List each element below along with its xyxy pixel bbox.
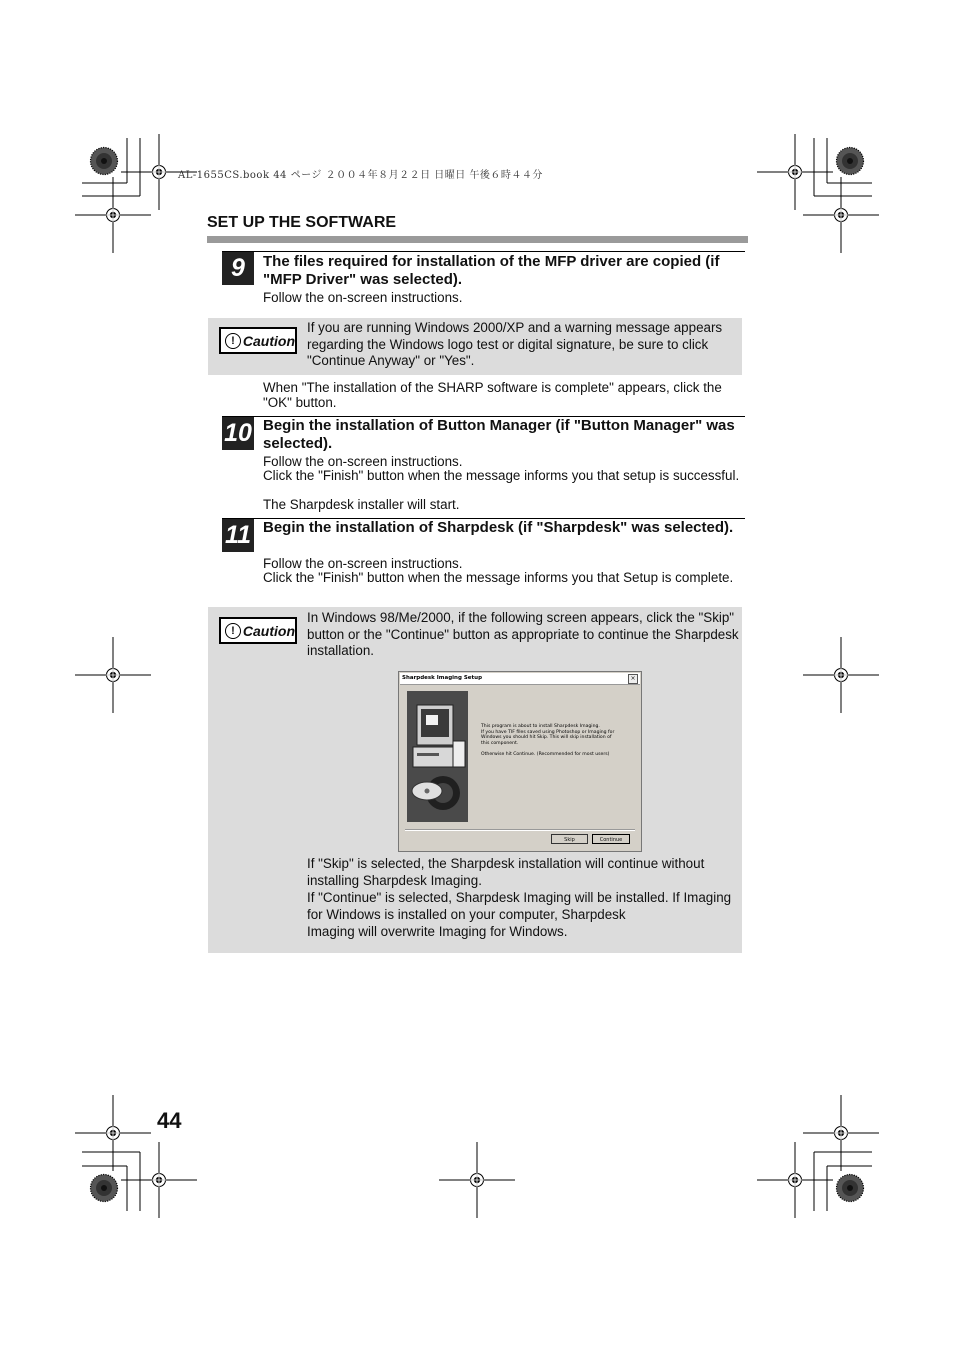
caution-badge bbox=[219, 617, 297, 644]
caution-badge bbox=[219, 327, 297, 354]
crosshair-mark bbox=[803, 637, 879, 713]
caution-label: Caution bbox=[242, 332, 295, 349]
continue-button[interactable]: Continue bbox=[592, 834, 630, 844]
section-rule bbox=[207, 236, 748, 243]
skip-button[interactable]: Skip bbox=[551, 834, 588, 844]
computer-cd-illustration bbox=[407, 691, 468, 822]
dialog-message-line: If you have TIF files saved using Photoshop or Imaging for bbox=[481, 729, 615, 735]
dialog-message-line: Otherwise hit Continue. (Recommended for most users) bbox=[481, 751, 610, 757]
exclamation-icon: ! bbox=[225, 333, 241, 349]
caution-text: If "Skip" is selected, the Sharpdesk installation will continue without installing Sharpdesk Imaging. bbox=[307, 856, 705, 888]
step-9-instruction: Follow the on-screen instructions. bbox=[263, 290, 463, 305]
dialog-message-line: this component. bbox=[481, 740, 519, 746]
caution-text: Imaging will overwrite Imaging for Windows. bbox=[307, 924, 568, 939]
star-mark-tr bbox=[837, 148, 864, 175]
step-11-title: Begin the installation of Sharpdesk (if "Sharpdesk" was selected). bbox=[263, 519, 734, 536]
star-mark-bl bbox=[91, 1175, 118, 1202]
dialog-titlebar bbox=[400, 673, 640, 685]
dialog-separator bbox=[405, 829, 635, 831]
page-number: 44 bbox=[157, 1108, 182, 1133]
step-number-11: 11 bbox=[222, 519, 254, 552]
star-mark-tl bbox=[91, 148, 118, 175]
crosshair-mark bbox=[121, 1142, 197, 1218]
caution-text: In Windows 98/Me/2000, if the following screen appears, click the "Skip" button or the "Continue" button as appropriate to continue the Sharpdesk installation. bbox=[307, 610, 739, 659]
close-icon[interactable]: × bbox=[628, 674, 638, 684]
step-11-instruction: Follow the on-screen instructions. bbox=[263, 556, 463, 571]
step-10-instruction: The Sharpdesk installer will start. bbox=[263, 497, 460, 512]
crosshair-mark bbox=[439, 1142, 515, 1218]
exclamation-icon: ! bbox=[225, 623, 241, 639]
sharpdesk-setup-dialog bbox=[398, 671, 642, 852]
print-header: AL-1655CS.book 44 ページ ２００４年８月２２日 日曜日 午後６時４４分 bbox=[178, 170, 543, 181]
step-10-instruction: Click the "Finish" button when the message informs you that setup is successful. bbox=[263, 468, 740, 483]
step-10-instruction: Follow the on-screen instructions. bbox=[263, 454, 463, 469]
step-rule bbox=[222, 251, 745, 252]
dialog-title: Sharpdesk Imaging Setup bbox=[402, 675, 483, 681]
caution-text: If you are running Windows 2000/XP and a warning message appears regarding the Windows logo test or digital signature, be sure to click "Continue Anyway" or "Yes". bbox=[307, 320, 723, 369]
crosshair-mark bbox=[757, 134, 833, 210]
crosshair-mark bbox=[75, 637, 151, 713]
dialog-message-line: This program is about to install Sharpdesk Imaging. bbox=[481, 724, 600, 729]
step-number-10: 10 bbox=[222, 417, 254, 450]
caution-text: If "Continue" is selected, Sharpdesk Imaging will be installed. If Imaging for Windows is installed on your computer, Sharpdesk bbox=[307, 890, 732, 922]
step-9-title: The files required for installation of the MFP driver are copied (if "MFP Driver" was selected). bbox=[263, 253, 720, 288]
step-10-title: Begin the installation of Button Manager (if "Button Manager" was selected). bbox=[263, 417, 735, 452]
crosshair-mark bbox=[757, 1142, 833, 1218]
caution-label: Caution bbox=[242, 622, 295, 639]
completion-note: When "The installation of the SHARP software is complete" appears, click the "OK" button. bbox=[263, 380, 722, 410]
dialog-message-line: Windows you should hit Skip. This will skip installation of bbox=[481, 735, 612, 741]
step-number-9: 9 bbox=[222, 252, 254, 285]
star-mark-br bbox=[837, 1175, 864, 1202]
dialog-message bbox=[481, 724, 631, 758]
section-title: SET UP THE SOFTWARE bbox=[207, 214, 397, 231]
step-11-instruction: Click the "Finish" button when the message informs you that Setup is complete. bbox=[263, 570, 734, 585]
